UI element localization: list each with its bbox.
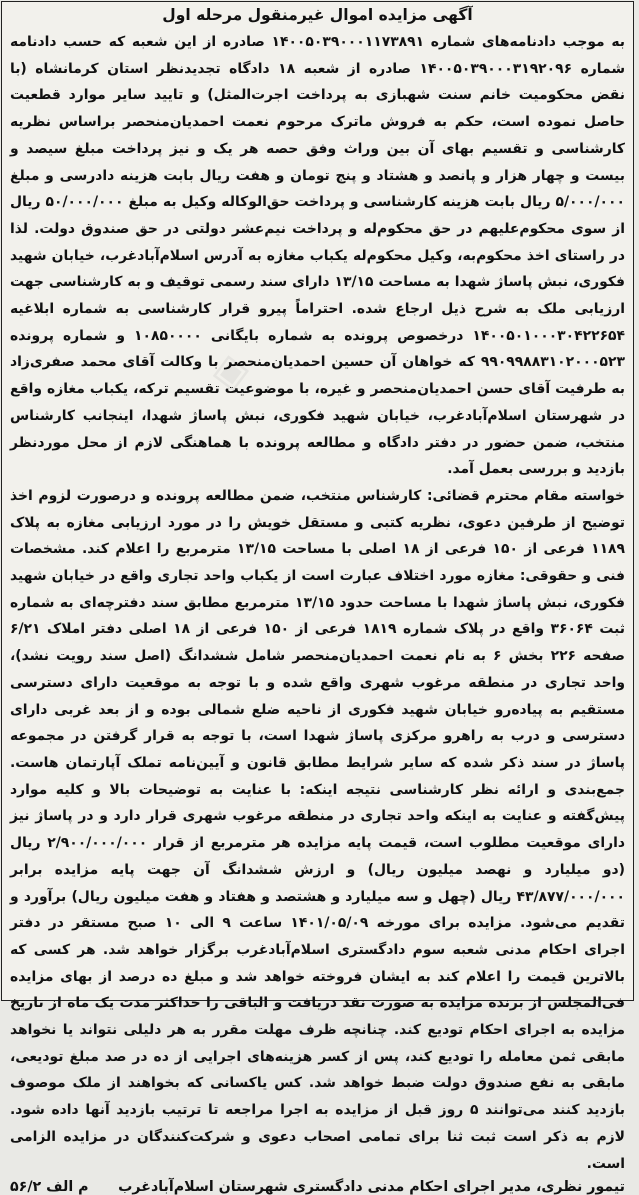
notice-footer <box>10 1179 625 1195</box>
signature-line: تیمور نظری، مدیر اجرای احکام مدنی دادگستری شهرستان اسلام‌آبادغرب <box>118 1179 625 1195</box>
notice-code: م الف ۵۶/۲ <box>10 1179 89 1195</box>
technical-specs-heading: مشخصات فنی و حقوقی: <box>10 541 626 585</box>
conclusion-heading: جمع‌بندی و ارائه نظر کارشناسی نتیجه اینکه: <box>299 781 625 798</box>
auction-terms-text: مستقر در دفتر اجرای احکام مدنی شعبه سوم دادگستری اسلام‌آبادغرب برگزار خواهد شد. هر کسی که بالاترین قیمت را اعلام کند به ایشان فروخته خواهد شد و مبلغ ده درصد از بهای مزایده فی‌المجلس از برنده مزایده به صورت نقد دریافت و الباقی را حداکثر مدت یک ماه از تاریخ مزایده به اجرای احکام تودیع کند. چنانچه ظرف مهلت مقرر به هر دلیلی نتواند یا نخواهد مابقی ثمن معامله را تودیع کند، پس از کسر هزینه‌های اجرایی از ده در صد مبلغ تودیعی، مابقی به نفع صندوق دولت ضبط خواهد شد. کس یاکسانی که بخواهند از ملک موصوف بازدید کنند می‌توانند ۵ روز قبل از مزایده به اجرا مراجعه تا ترتیب بازدید آنها داده شود. لازم به ذکر است ثبت ثنا برای تمامی اصحاب دعوی و شرکت‌کنندگان در مزایده الزامی است. <box>10 915 626 1172</box>
judicial-request-heading: خواسته مقام محترم قضائی: <box>426 487 625 504</box>
auction-datetime: مورخه ۱۴۰۱/۰۵/۰۹ ساعت ۹ الی ۱۰ صبح <box>127 915 421 932</box>
conclusion-text: با عنایت به توضیحات بالا و کلیه موارد پیش‌گفته و عنایت به اینکه واحد تجاری در منطقه مرغوب شهری قرار دارد و در پاساژ نیز دارای موقعیت مطلوب است، قیمت پایه مزایده هر مترمربع از قرار ۲/۹۰۰/۰۰۰/۰۰۰ ریال (دو میلیارد و نهصد میلیون ریال) و ارزش ششدانگ آن جهت پایه مزایده برابر <box>10 781 625 878</box>
newspaper-watermark: ◈ <box>208 339 253 401</box>
notice-title: آگهی مزایده اموال غیرمنقول مرحله اول <box>162 6 473 24</box>
notice-paragraph-intro: به موجب دادنامه‌های شماره ۱۴۰۰۵۰۳۹۰۰۰۱۱۷۳۸۹۱ صادره از این شعبه که حسب دادنامه شماره ۱۴۰۰۵۰۳۹۰۰۰۳۱۹۲۰۹۶ صادره از شعبه ۱۸ دادگاه تجدیدنظر استان کرمانشاه (با نقض محکومیت خانم سنت شهبازی به پرداخت اجرت‌المثل) و تایید سایر موارد قطعیت حاصل نموده است، حکم به فروش ماترک مرحوم نعمت احمدیان‌منحصر براساس نظریه کارشناسی و تقسیم بهای آن بین وراث وفق حصه هر یک و نیز پرداخت مبلغ سیصد و بیست و چهار هزار و پانصد و هشتاد و پنج تومان و هفت ریال بابت هزینه دادرسی و مبلغ ۵/۰۰۰/۰۰۰ ریال بابت هزینه کارشناسی و پرداخت حق‌الوکاله وکیل به مبلغ ۵۰/۰۰۰/۰۰۰ ریال از سوی محکوم‌علیهم در حق محکوم‌له و پرداخت نیم‌عشر دولتی در حق صندوق دولت. لذا در راستای اخذ محکوم‌به، وکیل محکوم‌له یکباب مغازه به آدرس اسلام‌آبادغرب، خیابان شهید فکوری، نبش پاساژ شهدا به مساحت ۱۳/۱۵ دارای سند رسمی توقیف و به کارشناسی جهت ارزیابی ملک به شرح ذیل ارجاع شده. احتراماً پیرو قرار کارشناسی به شماره ابلاغیه ۱۴۰۰۵۰۱۰۰۰۳۰۴۲۲۶۵۴ درخصوص پرونده به شماره بایگانی ۱۰۸۵۰۰۰۰ و شماره پرونده ۹۹۰۹۹۸۸۳۱۰۲۰۰۰۵۲۳ که خواهان آن حسین احمدیان‌منحصر با وکالت آقای محمد صفری‌زاد به طرفیت آقای حسن احمدیان‌منحصر و غیره، با موضوعیت تقسیم ترکه، یکباب مغازه واقع در شهرستان اسلام‌آبادغرب، خیابان شهید فکوری، نبش پاساژ شهدا، اینجانب کارشناس منتخب، ضمن حضور در دفتر دادگاه و مطالعه پرونده با هماهنگی لازم از محل موردنظر بازدید و بررسی بعمل آمد. <box>10 34 626 478</box>
notice-body <box>10 29 625 1177</box>
notice-paragraph-expert-report <box>10 483 625 1177</box>
notice-sheet <box>1 1 634 1195</box>
base-price-text: (چهل و سه میلیارد و هشتصد و هفتاد و هفت میلیون ریال) برآورد و تقدیم می‌شود. مزایده برای <box>10 888 625 932</box>
technical-specs-text: مغازه مورد اختلاف عبارت است از یکباب واحد تجاری واقع در خیابان شهید فکوری، نبش پاساژ شهدا با مساحت حدود ۱۳/۱۵ مترمربع مطابق سند دفترچه‌ای به شماره ثبت ۳۶۰۶۴ واقع در پلاک شماره ۱۸۱۹ فرعی از ۱۵۰ فرعی از ۱۸ اصلی دفتر املاک ۶/۲۱ صفحه ۲۲۶ بخش ۶ به نام نعمت احمدیان‌منحصر شامل ششدانگ (اصل سند رویت نشد)، واحد تجاری در منطقه مرغوب شهری واقع شده و با توجه به موقعیت دارای دسترسی مستقیم به پیاده‌رو خیابان شهید فکوری از ناحیه ضلع شمالی بوده و از بعد غربی دارای دسترسی و درب به راهرو مرکزی پاساژ شهدا است، با توجه به قرار گرفتن در مجموعه پاساژ در سند ذکر شده که سایر شرایط مطابق قانون و آیین‌نامه تملک آپارتمان هاست. <box>10 568 625 771</box>
judicial-request-text: کارشناس منتخب، ضمن مطالعه پرونده و درصورت لزوم اخذ توضیح از طرفین دعوی، نظریه کتبی و مستقل خویش را در مورد ارزیابی مغازه به پلاک ۱۱۸۹ فرعی از ۱۵۰ فرعی از ۱۸ اصلی با مساحت ۱۳/۱۵ مترمربع را اعلام کند. <box>10 487 626 558</box>
base-price-value: ۴۳/۸۷۷/۰۰۰/۰۰۰ ریال <box>480 888 626 905</box>
